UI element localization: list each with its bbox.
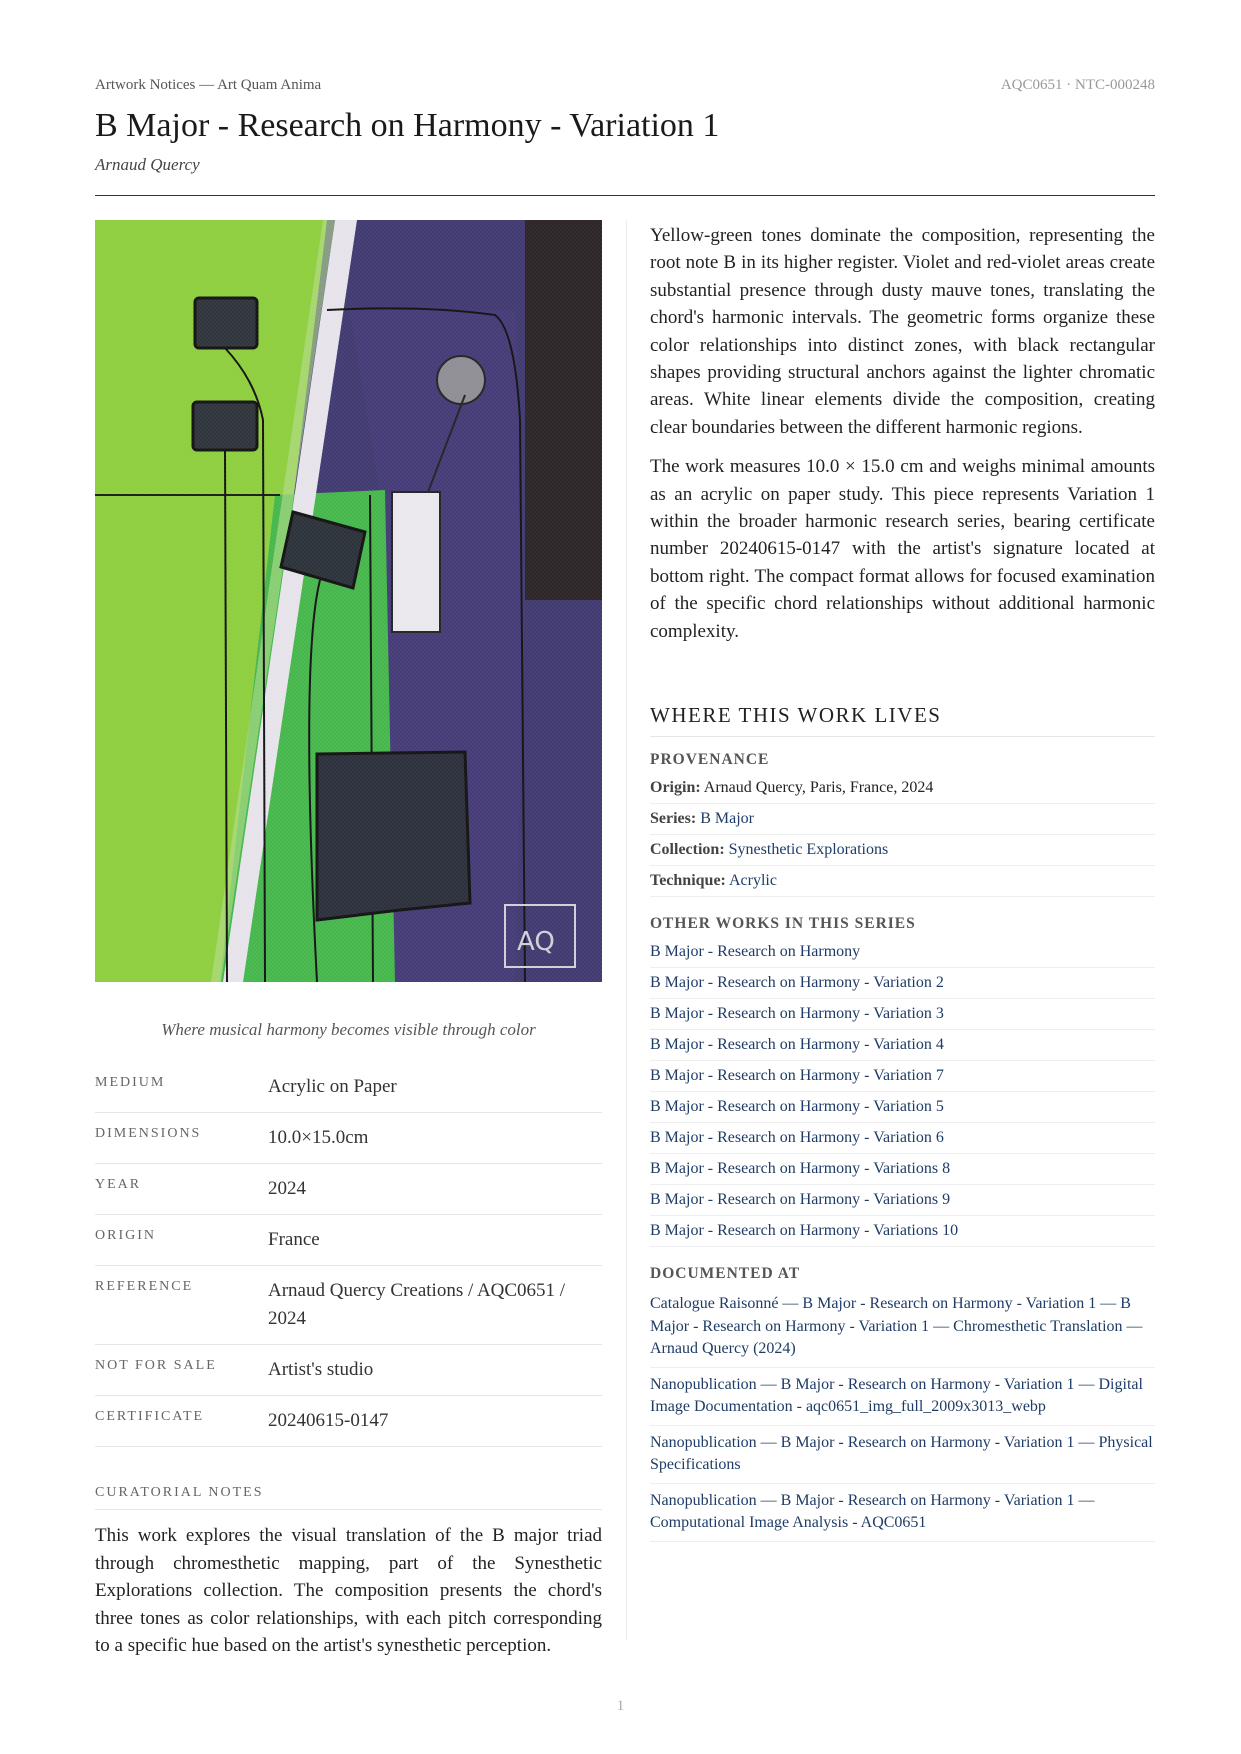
series-work-link[interactable]: B Major - Research on Harmony - Variation 7 xyxy=(650,1061,1155,1092)
provenance-technique xyxy=(650,866,1155,897)
spec-row-medium xyxy=(95,1062,602,1113)
series-link[interactable]: B Major xyxy=(700,810,754,828)
provenance-series xyxy=(650,804,1155,835)
spec-label: YEAR xyxy=(95,1177,142,1192)
spec-label: ORIGIN xyxy=(95,1228,156,1243)
series-work-link[interactable]: B Major - Research on Harmony - Variations 8 xyxy=(650,1154,1155,1185)
curatorial-notes-text: This work explores the visual translation of the B major triad through chromesthetic mapping, part of the Synesthetic Explorations collection. The composition presents the chord's three tones as color relationships, with each pitch corresponding to a specific hue based on the artist's synesthetic perception. xyxy=(95,1525,602,1656)
documentation-link[interactable]: Nanopublication — B Major - Research on Harmony - Variation 1 — Physical Specifications xyxy=(650,1426,1155,1484)
header-line xyxy=(95,77,1155,94)
spec-label: NOT FOR SALE xyxy=(95,1358,217,1373)
documented-heading: DOCUMENTED AT xyxy=(650,1265,801,1283)
spec-row-year xyxy=(95,1164,602,1215)
artwork-title: B Major - Research on Harmony - Variation 1 xyxy=(95,107,720,144)
spec-row-origin xyxy=(95,1215,602,1266)
provenance-collection xyxy=(650,835,1155,866)
spec-value: Artist's studio xyxy=(268,1359,374,1380)
provenance-heading: PROVENANCE xyxy=(650,751,770,769)
documentation-link[interactable]: Catalogue Raisonné — B Major - Research on Harmony - Variation 1 — B Major - Research on Harmony - Variation 1 — Chromesthetic Translation — Arnaud Quercy (2024) xyxy=(650,1287,1155,1368)
series-work-link[interactable]: B Major - Research on Harmony - Variation 4 xyxy=(650,1030,1155,1061)
page-number: 1 xyxy=(616,1698,625,1714)
spec-value: France xyxy=(268,1229,320,1250)
notice-reference: AQC0651 · NTC-000248 xyxy=(1000,77,1155,93)
spec-row-sale-status xyxy=(95,1345,602,1396)
series-work-link[interactable]: B Major - Research on Harmony - Variations 10 xyxy=(650,1216,1155,1247)
series-work-link[interactable]: B Major - Research on Harmony - Variation 2 xyxy=(650,968,1155,999)
spec-row-reference xyxy=(95,1266,602,1345)
spec-row-certificate xyxy=(95,1396,602,1447)
right-column xyxy=(650,222,1155,1542)
spec-value: 2024 xyxy=(268,1178,306,1199)
provenance-origin xyxy=(650,773,1155,804)
spec-value: Arnaud Quercy Creations / AQC0651 / 2024 xyxy=(268,1280,566,1329)
documentation-link[interactable]: Nanopublication — B Major - Research on Harmony - Variation 1 — Computational Image Analysis - AQC0651 xyxy=(650,1484,1155,1542)
artwork-caption: Where musical harmony becomes visible through color xyxy=(161,1020,536,1039)
technique-link[interactable]: Acrylic xyxy=(729,872,777,890)
provenance-key: Series: xyxy=(650,810,697,828)
spec-value: 10.0×15.0cm xyxy=(268,1127,369,1148)
provenance-key: Technique: xyxy=(650,872,726,890)
spec-label: MEDIUM xyxy=(95,1075,166,1090)
spec-value: Acrylic on Paper xyxy=(268,1076,397,1097)
description-paragraph: Yellow-green tones dominate the composition, representing the root note B in its higher register. Violet and red-violet areas create substantial presence through dusty mauve tones, translating the chord's harmonic intervals. The geometric forms organize these color relationships into distinct zones, with black rectangular shapes providing structural anchors against the lighter chromatic areas. White linear elements divide the composition, creating clear boundaries between the different harmonic regions. xyxy=(650,225,1155,438)
spec-label: REFERENCE xyxy=(95,1279,194,1294)
documentation-link[interactable]: Nanopublication — B Major - Research on Harmony - Variation 1 — Digital Image Documentation - aqc0651_img_full_2009x3013_webp xyxy=(650,1368,1155,1426)
provenance-value: Arnaud Quercy, Paris, France, 2024 xyxy=(703,779,934,797)
column-divider xyxy=(626,220,627,1640)
series-work-link[interactable]: B Major - Research on Harmony - Variation 3 xyxy=(650,999,1155,1030)
where-work-lives-heading: WHERE THIS WORK LIVES xyxy=(650,703,1155,737)
description-paragraph: The work measures 10.0 × 15.0 cm and weighs minimal amounts as an acrylic on paper study. This piece represents Variation 1 within the broader harmonic research series, bearing certificate number 20240615-0147 with the artist's signature located at bottom right. The compact format allows for focused examination of the specific chord relationships without additional harmonic complexity. xyxy=(650,456,1155,642)
header-divider xyxy=(95,195,1155,196)
spec-value: 20240615-0147 xyxy=(268,1410,389,1431)
spec-label: DIMENSIONS xyxy=(95,1126,202,1141)
provenance-key: Collection: xyxy=(650,841,725,859)
provenance-key: Origin: xyxy=(650,779,701,797)
left-column xyxy=(95,220,602,1660)
series-heading: OTHER WORKS IN THIS SERIES xyxy=(650,915,916,933)
series-work-link[interactable]: B Major - Research on Harmony - Variation 5 xyxy=(650,1092,1155,1123)
curatorial-notes-heading: CURATORIAL NOTES xyxy=(95,1485,602,1510)
collection-link[interactable]: Synesthetic Explorations xyxy=(728,841,889,859)
artist-name: Arnaud Quercy xyxy=(95,155,200,174)
artwork-image xyxy=(95,220,602,982)
specifications-table xyxy=(95,1062,602,1447)
series-work-link[interactable]: B Major - Research on Harmony - Variations 9 xyxy=(650,1185,1155,1216)
series-work-link[interactable]: B Major - Research on Harmony - Variation 6 xyxy=(650,1123,1155,1154)
publication-kicker: Artwork Notices — Art Quam Anima xyxy=(95,77,322,93)
spec-row-dimensions xyxy=(95,1113,602,1164)
series-work-link[interactable]: B Major - Research on Harmony xyxy=(650,937,1155,968)
spec-label: CERTIFICATE xyxy=(95,1409,205,1424)
